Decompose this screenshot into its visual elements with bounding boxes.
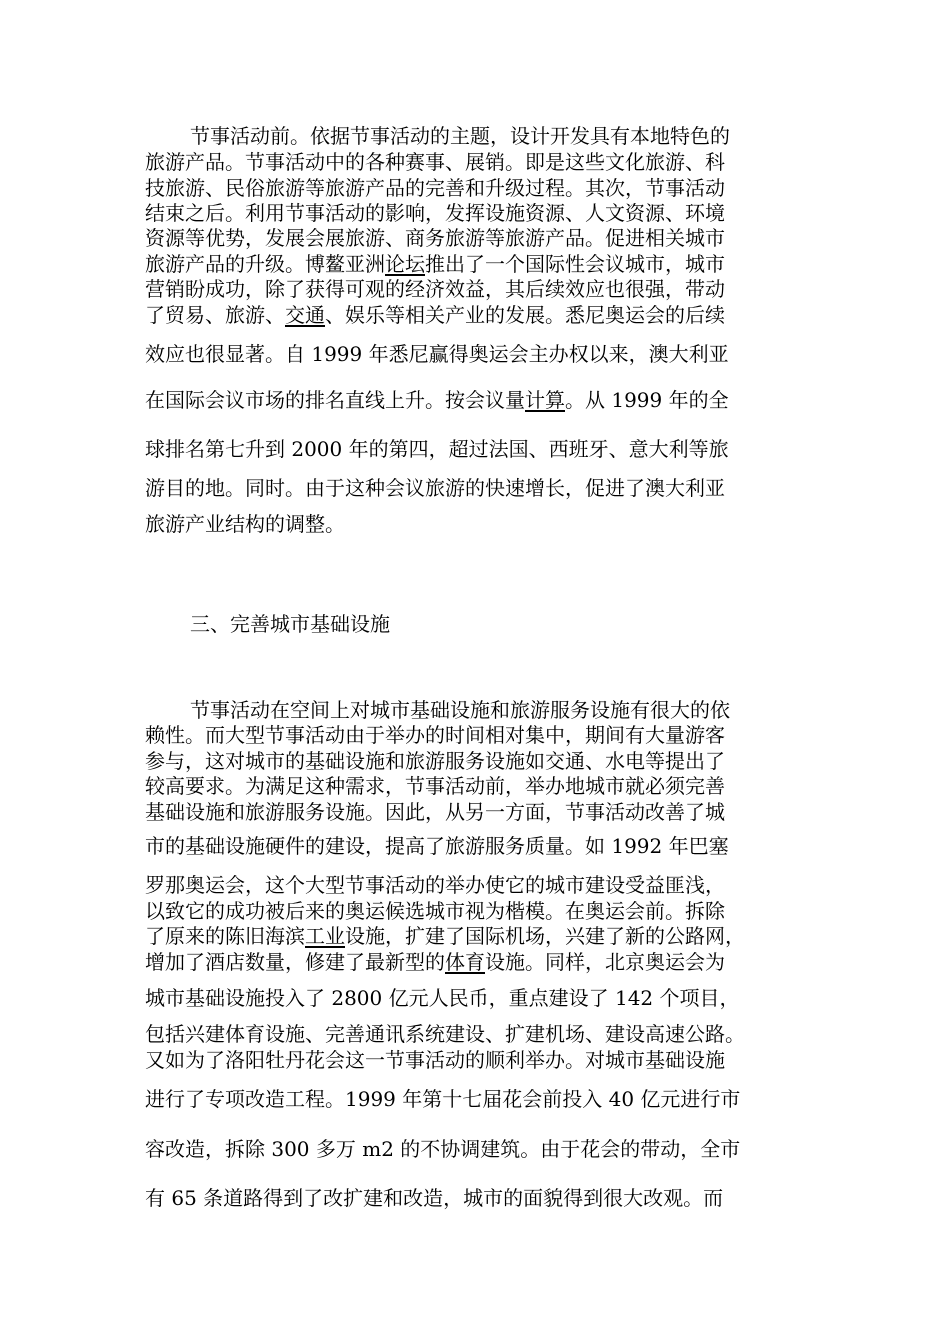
link-industry[interactable]: 工业 xyxy=(305,924,345,948)
paragraph-2-line: 容改造，拆除 300 多万 m2 的不协调建筑。由于花会的带动，全市 xyxy=(145,1137,741,1161)
paragraph-2-line: 参与，这对城市的基础设施和旅游服务设施如交通、水电等提出了 xyxy=(145,749,725,773)
paragraph-2-line: 基础设施和旅游服务设施。因此，从另一方面，节事活动改善了城 xyxy=(145,800,725,824)
paragraph-2-line: 进行了专项改造工程。1999 年第十七届花会前投入 40 亿元进行市 xyxy=(145,1087,741,1111)
paragraph-1-line: 效应也很显著。自 1999 年悉尼赢得奥运会主办权以来，澳大利亚 xyxy=(145,342,729,366)
paragraph-2-line: 又如为了洛阳牡丹花会这一节事活动的顺利举办。对城市基础设施 xyxy=(145,1048,725,1072)
paragraph-2-line: 罗那奥运会，这个大型节事活动的举办使它的城市建设受益匪浅， xyxy=(145,873,725,897)
link-sports[interactable]: 体育 xyxy=(445,950,485,974)
paragraph-1-line: 结束之后。利用节事活动的影响，发挥设施资源、人文资源、环境 xyxy=(145,201,725,225)
paragraph-2-line: 以致它的成功被后来的奥运候选城市视为楷模。在奥运会前。拆除 xyxy=(145,899,725,923)
paragraph-1-line: 营销盼成功，除了获得可观的经济效益，其后续效应也很强，带动 xyxy=(145,277,725,301)
link-calculate[interactable]: 计算 xyxy=(525,388,565,412)
paragraph-2-line: 包括兴建体育设施、完善通讯系统建设、扩建机场、建设高速公路。 xyxy=(145,1022,745,1046)
paragraph-1-line: 球排名第七升到 2000 年的第四，超过法国、西班牙、意大利等旅 xyxy=(145,437,729,461)
link-transport[interactable]: 交通 xyxy=(285,303,325,327)
paragraph-1-line: 资源等优势，发展会展旅游、商务旅游等旅游产品。促进相关城市 xyxy=(145,226,725,250)
paragraph-2-line: 了原来的陈旧海滨工业设施，扩建了国际机场，兴建了新的公路网， xyxy=(145,924,745,948)
paragraph-1-line: 了贸易、旅游、交通、娱乐等相关产业的发展。悉尼奥运会的后续 xyxy=(145,303,725,327)
link-forum[interactable]: 论坛 xyxy=(385,252,425,276)
paragraph-2-line: 增加了酒店数量，修建了最新型的体育设施。同样，北京奥运会为 xyxy=(145,950,725,974)
paragraph-2-line: 有 65 条道路得到了改扩建和改造，城市的面貌得到很大改观。而 xyxy=(145,1186,724,1210)
paragraph-2-line: 市的基础设施硬件的建设，提高了旅游服务质量。如 1992 年巴塞 xyxy=(145,834,729,858)
paragraph-1-line: 节事活动前。依据节事活动的主题，设计开发具有本地特色的 xyxy=(190,124,730,148)
paragraph-1-line: 游目的地。同时。由于这种会议旅游的快速增长，促进了澳大利亚 xyxy=(145,476,725,500)
section-heading: 三、完善城市基础设施 xyxy=(190,612,390,636)
paragraph-2-line: 较高要求。为满足这种需求，节事活动前，举办地城市就必须完善 xyxy=(145,774,725,798)
paragraph-2-line: 城市基础设施投入了 2800 亿元人民币，重点建设了 142 个项目， xyxy=(145,986,740,1010)
paragraph-1-line: 在国际会议市场的排名直线上升。按会议量计算。从 1999 年的全 xyxy=(145,388,729,412)
paragraph-2-line: 节事活动在空间上对城市基础设施和旅游服务设施有很大的依 xyxy=(190,698,730,722)
paragraph-1-line: 旅游产业结构的调整。 xyxy=(145,512,345,536)
paragraph-1-line: 旅游产品。节事活动中的各种赛事、展销。即是这些文化旅游、科 xyxy=(145,150,725,174)
paragraph-2-line: 赖性。而大型节事活动由于举办的时间相对集中，期间有大量游客 xyxy=(145,723,725,747)
paragraph-1-line: 旅游产品的升级。博鳌亚洲论坛推出了一个国际性会议城市，城市 xyxy=(145,252,725,276)
paragraph-1-line: 技旅游、民俗旅游等旅游产品的完善和升级过程。其次，节事活动 xyxy=(145,176,725,200)
